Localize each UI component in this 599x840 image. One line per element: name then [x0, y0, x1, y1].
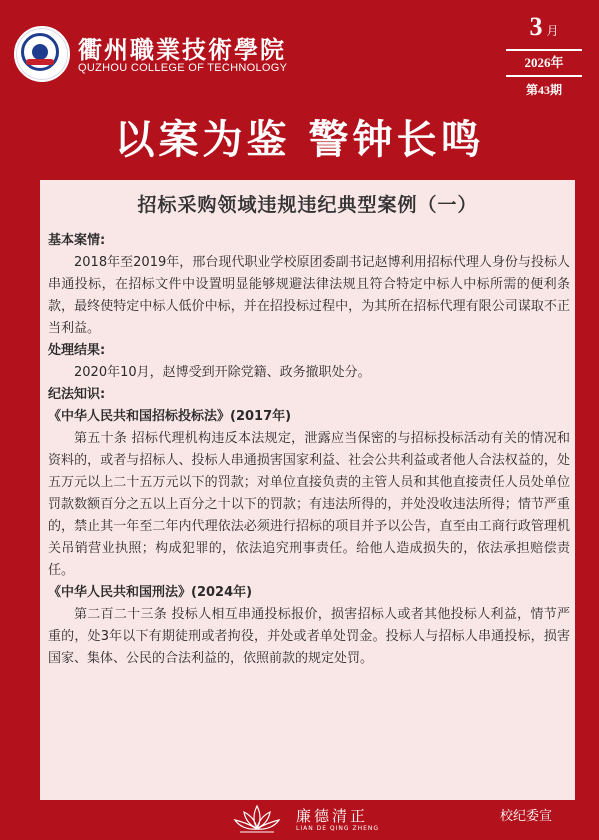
basic-facts-heading: 基本案情: — [48, 233, 106, 248]
law1-text: 第五十条 招标代理机构违反本法规定，泄露应当保密的与招标投标活动有关的情况和资料的，或者与招标人、投标人串通损害国家利益、社会公共利益或者他人合法权益的，处五万元以上二十五万元以下的罚款；对单位直接负责的主管人员和其他直接责任人员处单位罚款数额百分之五以上百分之十以下的罚款；有违法所得的，并处没收违法所得；情节严重的，禁止其一年至二年内代理依法必须进行招标的项目并予以公告，直至由工商行政管理机关吊销营业执照；构成犯罪的，依法追究刑事责任。给他人造成损失的，依法承担赔偿责任。 — [48, 431, 570, 578]
school-name-cn: 衢州職業技術學院 — [78, 35, 286, 64]
issue-divider — [506, 49, 582, 51]
issue-divider — [506, 75, 582, 77]
issue-info — [500, 12, 588, 99]
lotus-icon — [232, 802, 282, 834]
header — [0, 0, 599, 96]
signoff: 校纪委宣 — [500, 809, 553, 824]
basic-facts-text: 2018年至2019年，邢台现代职业学校原团委副书记赵博利用招标代理人身份与投标人串通投标，在招标文件中设置明显能够规避法律法规且符合特定中标人中标所需的便利条款，最终使特定中标人低价中标，并在招投标过程中，为其所在招标代理有限公司谋取不正当利益。 — [48, 255, 570, 336]
college-logo-icon — [14, 26, 70, 82]
footer — [0, 800, 599, 840]
issue-year: 2026年 — [524, 55, 564, 70]
result-heading: 处理结果: — [48, 343, 106, 358]
case-card — [40, 180, 575, 800]
banner-title: 以案为鉴 警钟长鸣 — [114, 117, 485, 163]
issue-month — [500, 12, 588, 46]
case-content — [48, 230, 570, 670]
brand-name: 廉德清正 — [296, 807, 369, 825]
knowledge-heading: 纪法知识: — [48, 387, 106, 402]
result-text: 2020年10月，赵博受到开除党籍、政务撤职处分。 — [74, 365, 371, 380]
brand-pinyin: LIAN DE QING ZHENG — [296, 825, 380, 832]
issue-month-unit: 月 — [546, 24, 559, 38]
issue-number: 第43期 — [525, 83, 562, 97]
case-title: 招标采购领域违规违纪典型案例（一） — [137, 194, 478, 216]
law1-title: 《中华人民共和国招标投标法》(2017年) — [48, 409, 292, 424]
law2-title: 《中华人民共和国刑法》(2024年) — [48, 585, 253, 600]
school-name-en: QUZHOU COLLEGE OF TECHNOLOGY — [78, 62, 288, 74]
law2-text: 第二百二十三条 投标人相互串通投标报价，损害招标人或者其他投标人利益，情节严重的，处3年以下有期徒刑或者拘役，并处或者单处罚金。投标人与招标人串通投标，损害国家、集体、公民的合法利益的，依照前款的规定处罚。 — [48, 607, 570, 666]
issue-month-value: 3 — [529, 12, 543, 41]
